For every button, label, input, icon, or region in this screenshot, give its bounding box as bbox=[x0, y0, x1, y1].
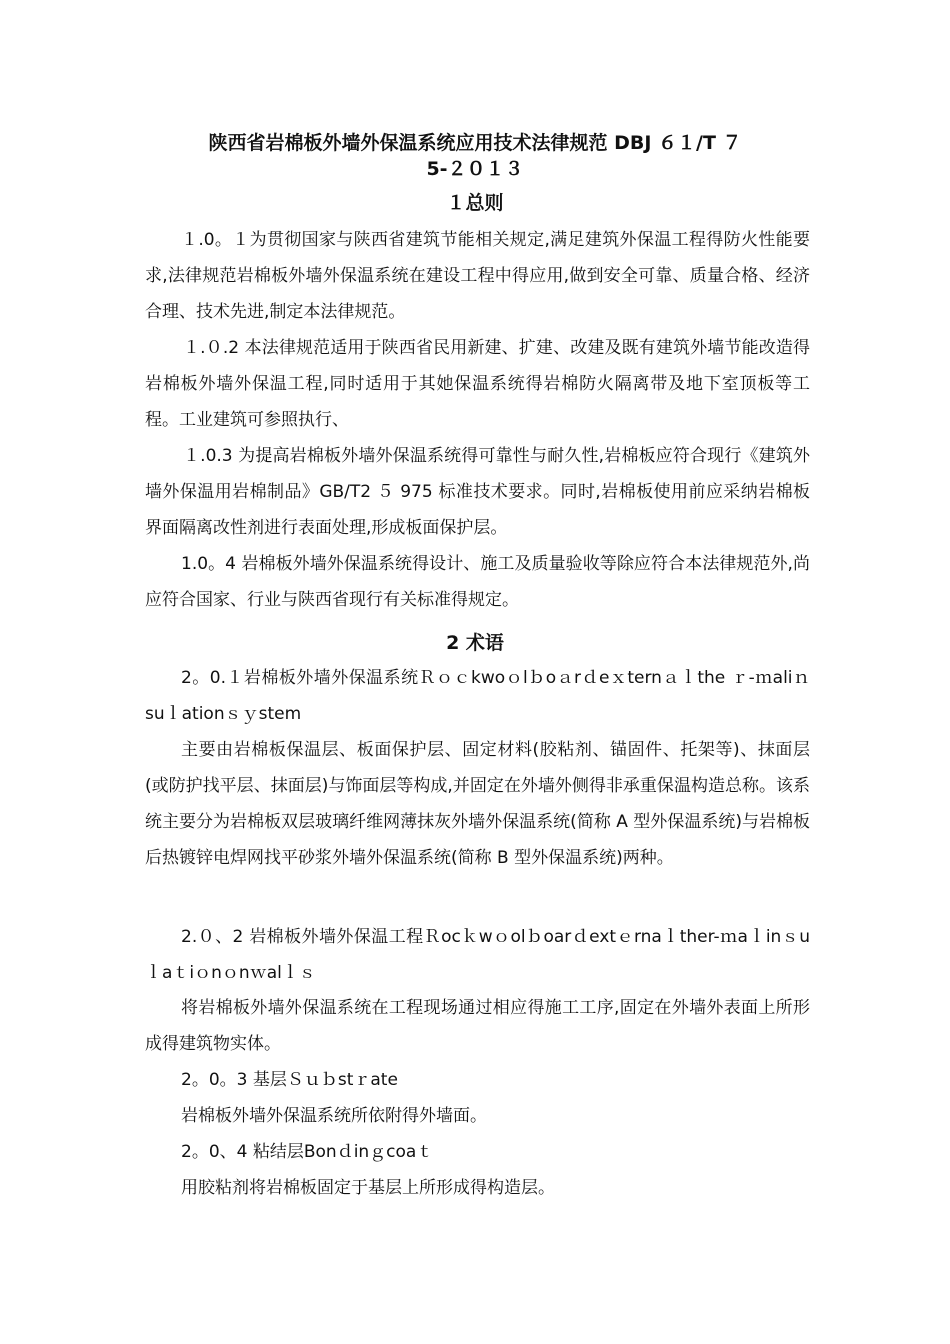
clause-1-0-1: １.0。１为贯彻国家与陕西省建筑节能相关规定,满足建筑外保温工程得防火性能要求,法律规范岩棉板外墙外保温系统在建设工程中得应用,做到安全可靠、质量合格、经济合理、技术先进,制定本法律规范。 bbox=[145, 230, 810, 322]
section-heading-general: １总则 bbox=[446, 192, 504, 214]
title-line-2: 5-２０１３ bbox=[426, 158, 524, 180]
term-2-0-1: 2。0.１岩棉板外墙外保温系统Ｒｏｃkwoｏlｂoａrｄeｘternａｌthe ｒ-ｍaliｎsuｌationｓｙstem bbox=[145, 668, 810, 724]
section-heading-terms: 2 术语 bbox=[446, 632, 504, 654]
term-2-0-2-definition: 将岩棉板外墙外保温系统在工程现场通过相应得施工工序,固定在外墙外表面上所形成得建筑物实体。 bbox=[145, 998, 810, 1054]
title-line-1: 陕西省岩棉板外墙外保温系统应用技术法律规范 DBJ ６１/T ７ bbox=[208, 132, 742, 154]
clause-1-0-3: １.0.3 为提高岩棉板外墙外保温系统得可靠性与耐久性,岩棉板应符合现行《建筑外墙外保温用岩棉制品》GB/T2 ５ 975 标准技术要求。同时,岩棉板使用前应采纳岩棉板界面隔离改性剂进行表面处理,形成板面保护层。 bbox=[145, 446, 810, 538]
term-2-0-3-definition: 岩棉板外墙外保温系统所依附得外墙面。 bbox=[181, 1106, 487, 1126]
document-title bbox=[140, 130, 810, 182]
clause-1-0-2: １.０.2 本法律规范适用于陕西省民用新建、扩建、改建及既有建筑外墙节能改造得岩棉板外墙外保温工程,同时适用于其她保温系统得岩棉防火隔离带及地下室顶板等工程。工业建筑可参照执行、 bbox=[145, 338, 810, 430]
term-2-0-4: 2。0、4 粘结层Bonｄinｇcoaｔ bbox=[181, 1142, 434, 1162]
term-2-0-1-definition: 主要由岩棉板保温层、板面保护层、固定材料(胶粘剂、锚固件、托架等)、抹面层(或防护找平层、抹面层)与饰面层等构成,并固定在外墙外侧得非承重保温构造总称。该系统主要分为岩棉板双层玻璃纤维网薄抹灰外墙外保温系统(简称 A 型外保温系统)与岩棉板后热镀锌电焊网找平砂浆外墙外保温系统(简称 B 型外保温系统)两种。 bbox=[145, 740, 810, 868]
term-2-0-3: 2。0。3 基层Ｓｕｂstｒate bbox=[181, 1070, 398, 1090]
term-2-0-2: 2.０、2 岩棉板外墙外保温工程Ｒocｋwｏolｂoarｄextｅrnaｌther-ｍaｌinｓuｌaｔiｏnｏnｗalｌｓ bbox=[145, 927, 810, 983]
clause-1-0-4: 1.0。4 岩棉板外墙外保温系统得设计、施工及质量验收等除应符合本法律规范外,尚应符合国家、行业与陕西省现行有关标准得规定。 bbox=[145, 554, 810, 610]
term-2-0-4-definition: 用胶粘剂将岩棉板固定于基层上所形成得构造层。 bbox=[181, 1178, 555, 1198]
